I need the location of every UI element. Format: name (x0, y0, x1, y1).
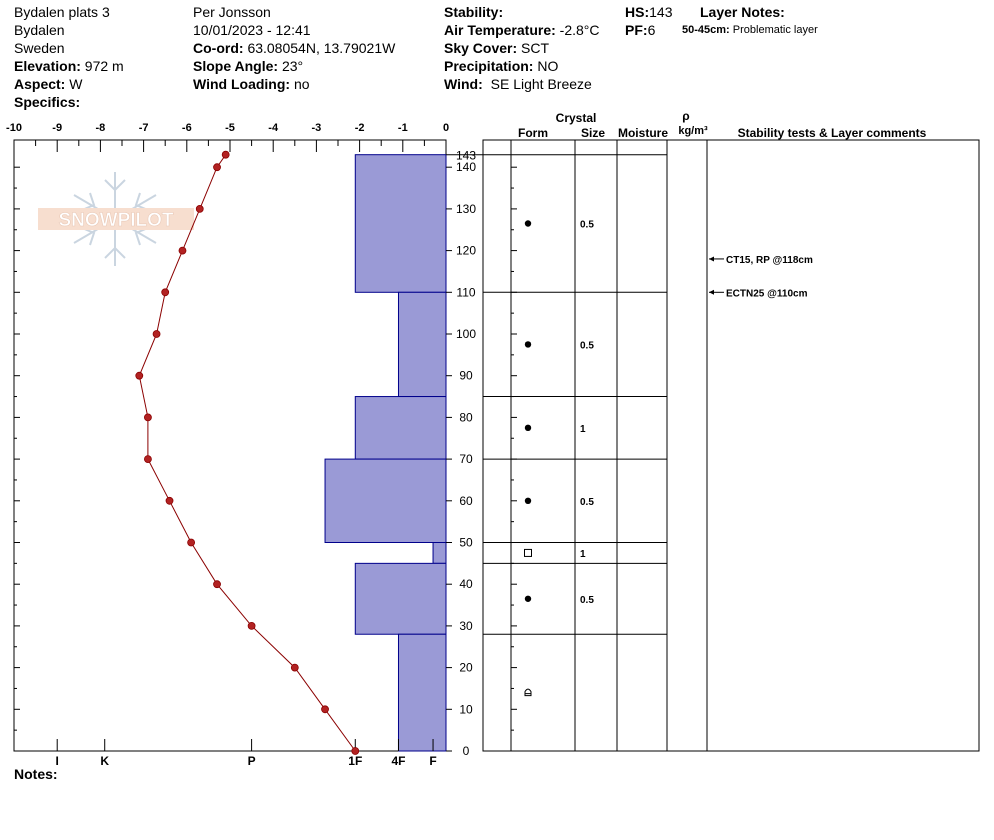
temperature-point (214, 581, 221, 588)
header-crystal: Crystal (555, 111, 597, 125)
temperature-point (153, 331, 160, 338)
layer-size: 0.5 (580, 340, 594, 352)
temperature-point (188, 539, 195, 546)
rounded-grain-icon (525, 596, 531, 602)
temperature-point (291, 664, 298, 671)
elevation-value: 972 m (84, 58, 124, 74)
temperature-point (162, 289, 169, 296)
pf-value: 6 (647, 22, 656, 38)
datetime: 10/01/2023 - 12:41 (193, 22, 311, 38)
height-tick-label: 80 (459, 410, 473, 425)
observer: Per Jonsson (193, 4, 271, 20)
notes-label: Notes: (14, 766, 58, 782)
height-tick-label: 20 (459, 660, 473, 675)
wind-value: SE Light Breeze (490, 76, 592, 92)
air-temp-value: -2.8°C (559, 22, 600, 38)
wind-label: Wind: (444, 76, 483, 92)
rounded-grain-icon (525, 220, 531, 226)
location: Bydalen (14, 22, 65, 38)
stability-label: Stability: (444, 4, 504, 20)
temp-tick-label: -7 (138, 122, 149, 134)
layer-size: 0.5 (580, 496, 594, 508)
layer-size: 0.5 (580, 594, 594, 606)
rounded-grain-icon (525, 341, 531, 347)
height-top-label: 143 (455, 148, 477, 163)
slope-value: 23° (281, 58, 304, 74)
temp-tick-label: -10 (6, 122, 22, 134)
temp-tick-label: -5 (225, 122, 235, 134)
temperature-point (166, 497, 173, 504)
hardness-label: K (100, 754, 110, 768)
height-tick-label: 140 (455, 160, 477, 175)
hardness-bar (355, 397, 446, 460)
height-tick-label: 0 (462, 744, 470, 758)
slope-label: Slope Angle: (193, 58, 279, 74)
temp-tick-label: -3 (311, 122, 322, 134)
specifics-label: Specifics: (14, 94, 81, 110)
hardness-label: P (247, 754, 256, 768)
temperature-point (136, 372, 143, 379)
layer-size: 1 (580, 548, 586, 560)
layer-size: 1 (580, 423, 586, 435)
temp-tick-label: -8 (95, 122, 106, 134)
hs-value: 143 (649, 4, 673, 20)
snowpilot-logo (38, 172, 194, 266)
coord-value: 63.08054N, 13.79021W (247, 40, 396, 56)
height-tick-label: 90 (459, 368, 473, 383)
hardness-bar (398, 292, 446, 396)
temp-tick-label: -1 (397, 122, 408, 134)
height-tick-label: 70 (459, 452, 473, 467)
hardness-label: I (55, 754, 59, 768)
hardness-bar (433, 543, 446, 564)
temp-tick-label: 0 (442, 122, 450, 134)
temperature-line (139, 155, 355, 751)
precip-label: Precipitation: (444, 58, 534, 74)
layer-panel-frame (483, 140, 979, 751)
wind-loading-value: no (293, 76, 310, 92)
temperature-point (144, 456, 151, 463)
height-tick-label: 100 (455, 327, 477, 341)
elevation-label: Elevation: (14, 58, 81, 74)
temperature-point (222, 151, 229, 158)
hs-label: HS: (625, 4, 650, 20)
rounded-grain-icon (525, 498, 531, 504)
layer-notes-label: Layer Notes: (700, 4, 785, 20)
depth-hoar-icon (525, 689, 531, 696)
coord-label: Co-ord: (193, 40, 244, 56)
country: Sweden (14, 40, 65, 56)
header-moisture: Moisture (617, 126, 669, 140)
aspect-value: W (69, 76, 83, 92)
header-rho: ρ (682, 109, 690, 123)
hardness-bar (355, 563, 446, 634)
layer-note-depth: 50-45cm: (682, 24, 730, 36)
precip-value: NO (537, 58, 559, 74)
temp-tick-label: -9 (52, 122, 63, 134)
wind-loading-label: Wind Loading: (193, 76, 291, 92)
height-tick-label: 120 (455, 243, 477, 258)
sky-value: SCT (521, 40, 550, 56)
hardness-label: 1F (348, 754, 363, 768)
hardness-label: 4F (391, 754, 406, 768)
sky-label: Sky Cover: (444, 40, 518, 56)
height-tick-label: 30 (459, 618, 473, 633)
hardness-bar (398, 634, 446, 751)
temperature-point (179, 247, 186, 254)
aspect-label: Aspect: (14, 76, 66, 92)
stability-test-label: ECTN25 @110cm (726, 288, 808, 300)
faceted-crystal-icon (525, 549, 532, 556)
temperature-point (352, 748, 359, 755)
rounded-grain-icon (525, 425, 531, 431)
site-name: Bydalen plats 3 (14, 4, 110, 20)
logo-text: SNOWPILOT (58, 210, 174, 231)
air-temp-label: Air Temperature: (444, 22, 556, 38)
hardness-bar (355, 155, 446, 293)
height-tick-label: 110 (456, 285, 476, 300)
height-tick-label: 10 (459, 702, 473, 717)
header-form: Form (518, 126, 548, 140)
header-density-unit: kg/m³ (678, 125, 708, 137)
height-tick-label: 130 (455, 201, 477, 216)
height-tick-label: 60 (459, 493, 473, 508)
depth-hoar-outline (525, 689, 531, 696)
temperature-point (214, 164, 221, 171)
temperature-point (144, 414, 151, 421)
stability-test-label: CT15, RP @118cm (726, 254, 813, 266)
height-tick-label: 50 (459, 535, 473, 550)
temperature-point (322, 706, 329, 713)
layer-note-text: Problematic layer (732, 24, 818, 36)
test-arrow-head (709, 256, 714, 261)
temp-tick-label: -4 (268, 122, 279, 134)
layer-size: 0.5 (580, 219, 594, 231)
temperature-point (196, 205, 203, 212)
header-size: Size (580, 126, 606, 140)
hardness-label: F (429, 754, 437, 768)
height-tick-label: 40 (459, 577, 473, 592)
temperature-point (248, 622, 255, 629)
temp-tick-label: -2 (354, 122, 365, 134)
pf-label: PF: (625, 22, 648, 38)
header-comments: Stability tests & Layer comments (737, 126, 927, 140)
temp-tick-label: -6 (181, 122, 192, 134)
hardness-bar (325, 459, 446, 542)
test-arrow-head (709, 290, 714, 295)
